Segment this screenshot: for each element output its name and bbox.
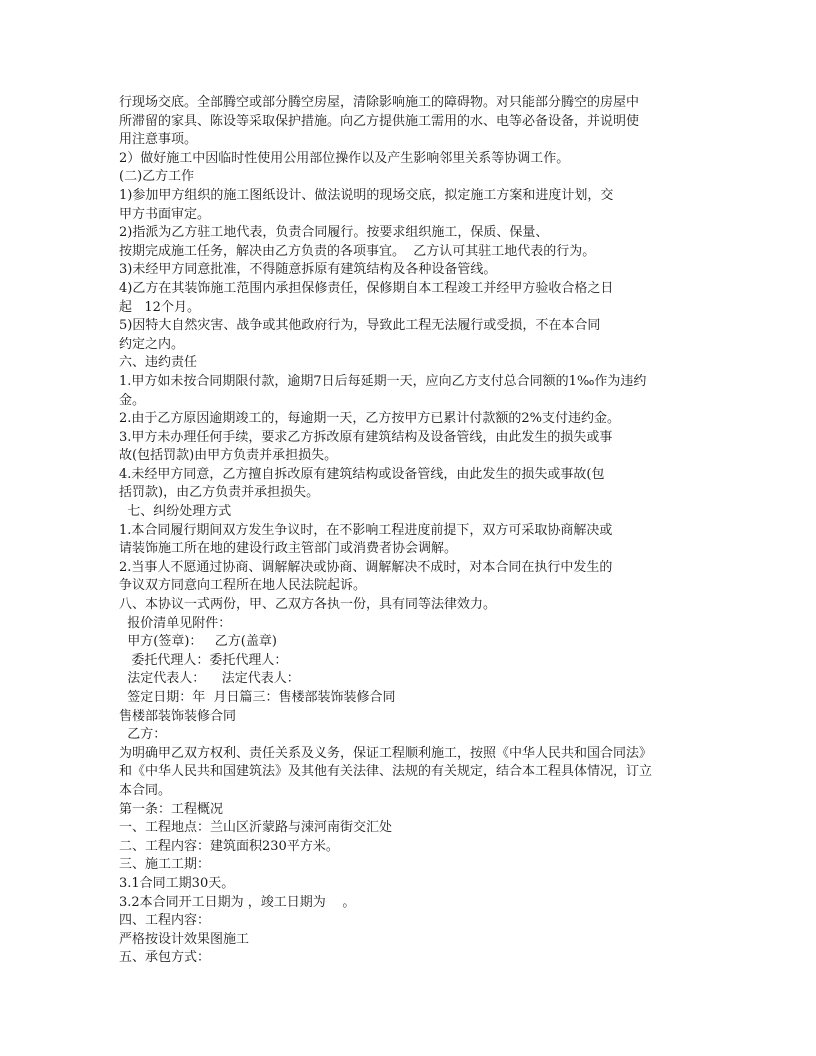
section-heading: 七、纠纷处理方式 xyxy=(119,504,232,520)
text-line: 3.2本合同开工日期为 ，竣工日期为 。 xyxy=(119,894,356,910)
text-line: 2.由于乙方原因逾期竣工的，每逾期一天，乙方按甲方已累计付款额的2%支付违约金。 xyxy=(119,411,621,427)
text-line: 2.当事人不愿通过协商、调解解决或协商、调解解决不成时，对本合同在执行中发生的 xyxy=(119,559,613,575)
text-line: 括罚款)，由乙方负责并承担损失。 xyxy=(119,485,320,501)
text-line: 金。 xyxy=(119,392,146,408)
section-heading: 第一条：工程概况 xyxy=(119,801,224,817)
contract-text-page xyxy=(119,94,709,968)
text-line: 用注意事项。 xyxy=(119,132,198,148)
text-line: 请装饰施工所在地的建设行政主管部门或消费者协会调解。 xyxy=(119,541,458,557)
text-line: 3)未经甲方同意批准，不得随意拆原有建筑结构及各种设备管线。 xyxy=(119,262,497,278)
text-line: 行现场交底。全部腾空或部分腾空房屋，清除影响施工的障碍物。对只能部分腾空的房屋中 xyxy=(119,95,640,110)
text-line: 甲方书面审定。 xyxy=(119,206,211,222)
signature-line: 甲方(签章)： 乙方(盖章) xyxy=(119,634,277,650)
text-line: 1.本合同履行期间双方发生争议时，在不影响工程进度前提下，双方可采取协商解决或 xyxy=(119,522,613,538)
text-line: 起 12个月。 xyxy=(119,299,200,315)
text-line: 严格按设计效果图施工 xyxy=(119,931,250,947)
text-line: 三、施工工期： xyxy=(119,857,211,873)
signature-line: 签定日期：年 月日篇三：售楼部装饰装修合同 xyxy=(119,690,396,705)
text-line: 按期完成施工任务，解决由乙方负责的各项事宜。 乙方认可其驻工地代表的行为。 xyxy=(119,243,596,259)
text-line: 1.甲方如未按合同期限付款，逾期7日后每延期一天，应向乙方支付总合同额的1‰作为违约 xyxy=(119,373,647,389)
text-line: 故(包括罚款)由甲方负责并承担损失。 xyxy=(119,448,338,464)
signature-line: 法定代表人： 法定代表人： xyxy=(119,671,300,687)
text-line: 和《中华人民共和国建筑法》及其他有关法律、法规的有关规定，结合本工程具体情况，订立 xyxy=(119,764,653,780)
text-line: 本合同。 xyxy=(119,782,172,798)
text-line: 3.甲方未办理任何手续，要求乙方拆改原有建筑结构及设备管线，由此发生的损失或事 xyxy=(119,429,613,445)
document-title: 售楼部装饰装修合同 xyxy=(119,708,237,724)
text-line: 5)因特大自然灾害、战争或其他政府行为，导致此工程无法履行或受损，不在本合同 xyxy=(119,318,601,334)
text-line: 2）做好施工中因临时性使用公用部位操作以及产生影响邻里关系等协调工作。 xyxy=(119,150,570,166)
text-line: 报价清单见附件： xyxy=(119,615,232,631)
text-line: 所滞留的家具、陈设等采取保护措施。向乙方提供施工需用的水、电等必备设备，并说明使 xyxy=(119,113,640,129)
text-line: 四、工程内容： xyxy=(119,913,211,929)
text-line: 3.1合同工期30天。 xyxy=(119,875,235,891)
text-line: 五、承包方式： xyxy=(119,950,211,966)
section-heading: (二)乙方工作 xyxy=(119,169,195,185)
text-line: 2)指派为乙方驻工地代表，负责合同履行。按要求组织施工，保质、保量、 xyxy=(119,225,549,241)
text-line: 约定之内。 xyxy=(119,336,185,352)
signature-line: 委托代理人：委托代理人： xyxy=(119,652,288,668)
text-line: 1)参加甲方组织的施工图纸设计、做法说明的现场交底，拟定施工方案和进度计划，交 xyxy=(119,187,614,203)
text-line: 乙方： xyxy=(119,727,167,743)
text-line: 争议双方同意向工程所在地人民法院起诉。 xyxy=(119,578,367,594)
section-heading: 八、本协议一式两份，甲、乙双方各执一份，具有同等法律效力。 xyxy=(119,597,497,613)
section-heading: 六、违约责任 xyxy=(119,355,198,371)
text-line: 4)乙方在其装饰施工范围内承担保修责任，保修期自本工程竣工并经甲方验收合格之日 xyxy=(119,280,614,296)
text-line: 4.未经甲方同意，乙方擅自拆改原有建筑结构或设备管线，由此发生的损失或事故(包 xyxy=(119,466,605,482)
text-line: 一、工程地点：兰山区沂蒙路与涑河南街交汇处 xyxy=(119,820,393,836)
text-line: 二、工程内容：建筑面积230平方米。 xyxy=(119,838,339,854)
text-line: 为明确甲乙双方权利、责任关系及义务，保证工程顺利施工，按照《中华人民共和国合同法》 xyxy=(119,745,653,761)
